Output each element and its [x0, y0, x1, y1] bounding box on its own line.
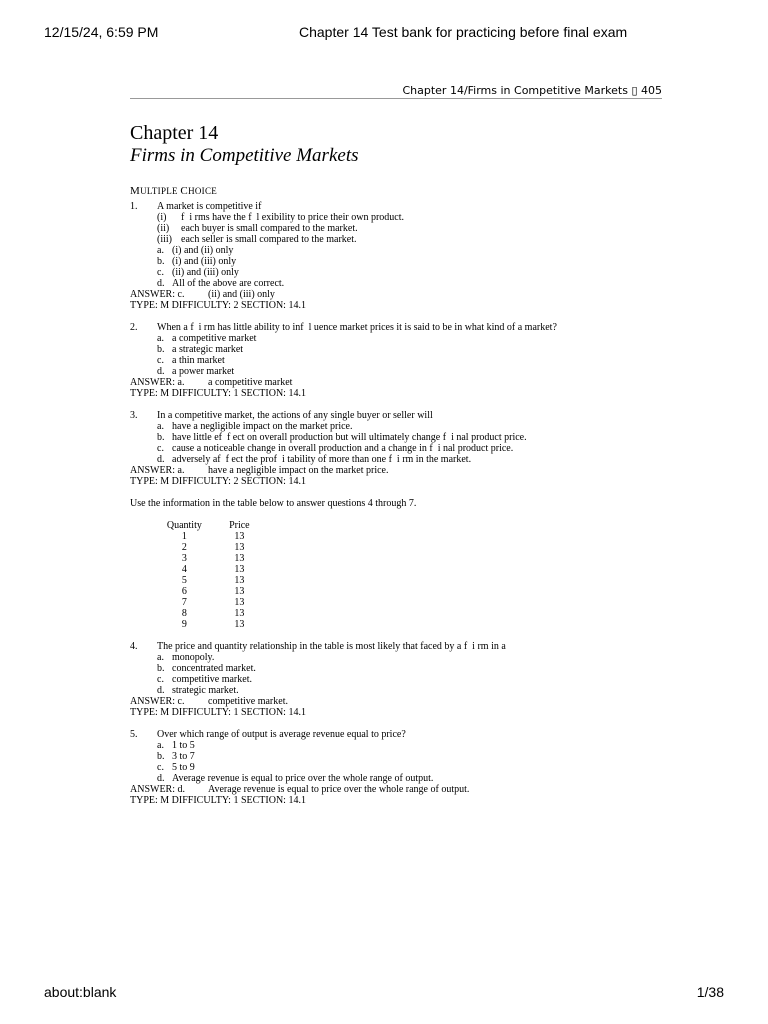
answer-line: ANSWER: d. Average revenue is equal to price over the whole range of output. — [130, 784, 470, 795]
answer-line: ANSWER: a. a competitive market — [130, 377, 293, 388]
question-number: 1. — [130, 201, 138, 212]
table-row: 3 13 — [181, 553, 245, 564]
option-b: b. (i) and (iii) only — [157, 256, 237, 267]
price-quantity-table — [149, 520, 259, 630]
question-4 — [130, 641, 662, 718]
question-number: 2. — [130, 322, 138, 333]
print-header — [44, 24, 724, 44]
question-1: 1. A market is competitive if (i) f i rms have the f l exibility to price their own product. (ii) each buyer is small compared to the market. (iii) each seller is small compared to the market. a. (i) and (ii) only b. (i) and (iii) only c. (ii) and (iii) only d. All of the above are correct. ANSWER: c. (ii) and (iii) only TYPE: M DIFFICULTY: 2 SECTION: 14.1 — [130, 201, 662, 311]
print-url: about:blank — [44, 984, 117, 1000]
chapter-title: Firms in Competitive Markets — [130, 145, 359, 166]
column-header-price: Price — [229, 520, 250, 531]
option-d: d. All of the above are correct. — [157, 278, 285, 289]
option-c: c. cause a noticeable change in overall production and a change in f i nal product price. — [157, 443, 514, 454]
section-heading: MULTIPLE CHOICE — [130, 185, 218, 197]
question-number: 5. — [130, 729, 138, 740]
table-row: 4 13 — [181, 564, 245, 575]
table-row: 5 13 — [181, 575, 245, 586]
print-title: Chapter 14 Test bank for practicing before final exam — [299, 24, 628, 40]
column-header-quantity: Quantity — [166, 520, 202, 531]
option-a: a. have a negligible impact on the market price. — [157, 421, 353, 432]
table-row: 2 13 — [181, 542, 245, 553]
table-header-row — [149, 520, 259, 531]
type-line: TYPE: M DIFFICULTY: 1 SECTION: 14.1 — [130, 388, 306, 399]
question-number: 4. — [130, 641, 138, 652]
answer-line: ANSWER: c. (ii) and (iii) only — [130, 289, 275, 300]
option-b: b. have little ef f ect on overall production but will ultimately change f i nal product price. — [157, 432, 527, 443]
table-row: 1 13 — [181, 531, 245, 542]
option-a: a. monopoly. — [157, 652, 215, 663]
table-intro: Use the information in the table below to answer questions 4 through 7. — [130, 498, 417, 509]
question-text: Over which range of output is average revenue equal to price? — [157, 729, 406, 740]
option-c: c. a thin market — [157, 355, 225, 366]
question-5 — [130, 729, 662, 806]
question-text: A market is competitive if — [157, 201, 262, 212]
answer-line: ANSWER: c. competitive market. — [130, 696, 288, 707]
type-line: TYPE: M DIFFICULTY: 1 SECTION: 14.1 — [130, 707, 306, 718]
type-line: TYPE: M DIFFICULTY: 1 SECTION: 14.1 — [130, 795, 306, 806]
table-row: 9 13 — [181, 619, 245, 630]
header-rule — [130, 98, 662, 99]
option-a: a. (i) and (ii) only — [157, 245, 234, 256]
question-text: The price and quantity relationship in the table is most likely that faced by a f i rm in a — [157, 641, 506, 652]
print-page-number: 1/38 — [696, 984, 724, 1000]
running-head: Chapter 14/Firms in Competitive Markets ▯ 405 — [402, 84, 662, 97]
option-b: b. a strategic market — [157, 344, 244, 355]
answer-line: ANSWER: a. have a negligible impact on the market price. — [130, 465, 389, 476]
option-b: b. concentrated market. — [157, 663, 256, 674]
option-c: c. 5 to 9 — [157, 762, 195, 773]
print-datetime: 12/15/24, 6:59 PM — [44, 24, 159, 40]
page-content — [130, 121, 662, 806]
type-line: TYPE: M DIFFICULTY: 2 SECTION: 14.1 — [130, 476, 306, 487]
option-d: d. adversely af f ect the prof i tability of more than one f i rm in the market. — [157, 454, 472, 465]
option-c: c. (ii) and (iii) only — [157, 267, 239, 278]
option-b: b. 3 to 7 — [157, 751, 195, 762]
type-line: TYPE: M DIFFICULTY: 2 SECTION: 14.1 — [130, 300, 306, 311]
question-text: When a f i rm has little ability to inf l uence market prices it is said to be in what kind of a market? — [157, 322, 557, 333]
option-a: a. 1 to 5 — [157, 740, 195, 751]
option-d: d. strategic market. — [157, 685, 239, 696]
table-row: 8 13 — [181, 608, 245, 619]
question-3 — [130, 410, 662, 487]
question-2 — [130, 322, 662, 399]
table-row: 6 13 — [181, 586, 245, 597]
option-a: a. a competitive market — [157, 333, 257, 344]
option-c: c. competitive market. — [157, 674, 252, 685]
question-number: 3. — [130, 410, 138, 421]
print-footer — [44, 984, 724, 1004]
question-text: In a competitive market, the actions of any single buyer or seller will — [157, 410, 433, 421]
table-row: 7 13 — [181, 597, 245, 608]
chapter-number: Chapter 14 — [130, 122, 219, 144]
option-d: d. Average revenue is equal to price over the whole range of output. — [157, 773, 434, 784]
option-d: d. a power market — [157, 366, 235, 377]
